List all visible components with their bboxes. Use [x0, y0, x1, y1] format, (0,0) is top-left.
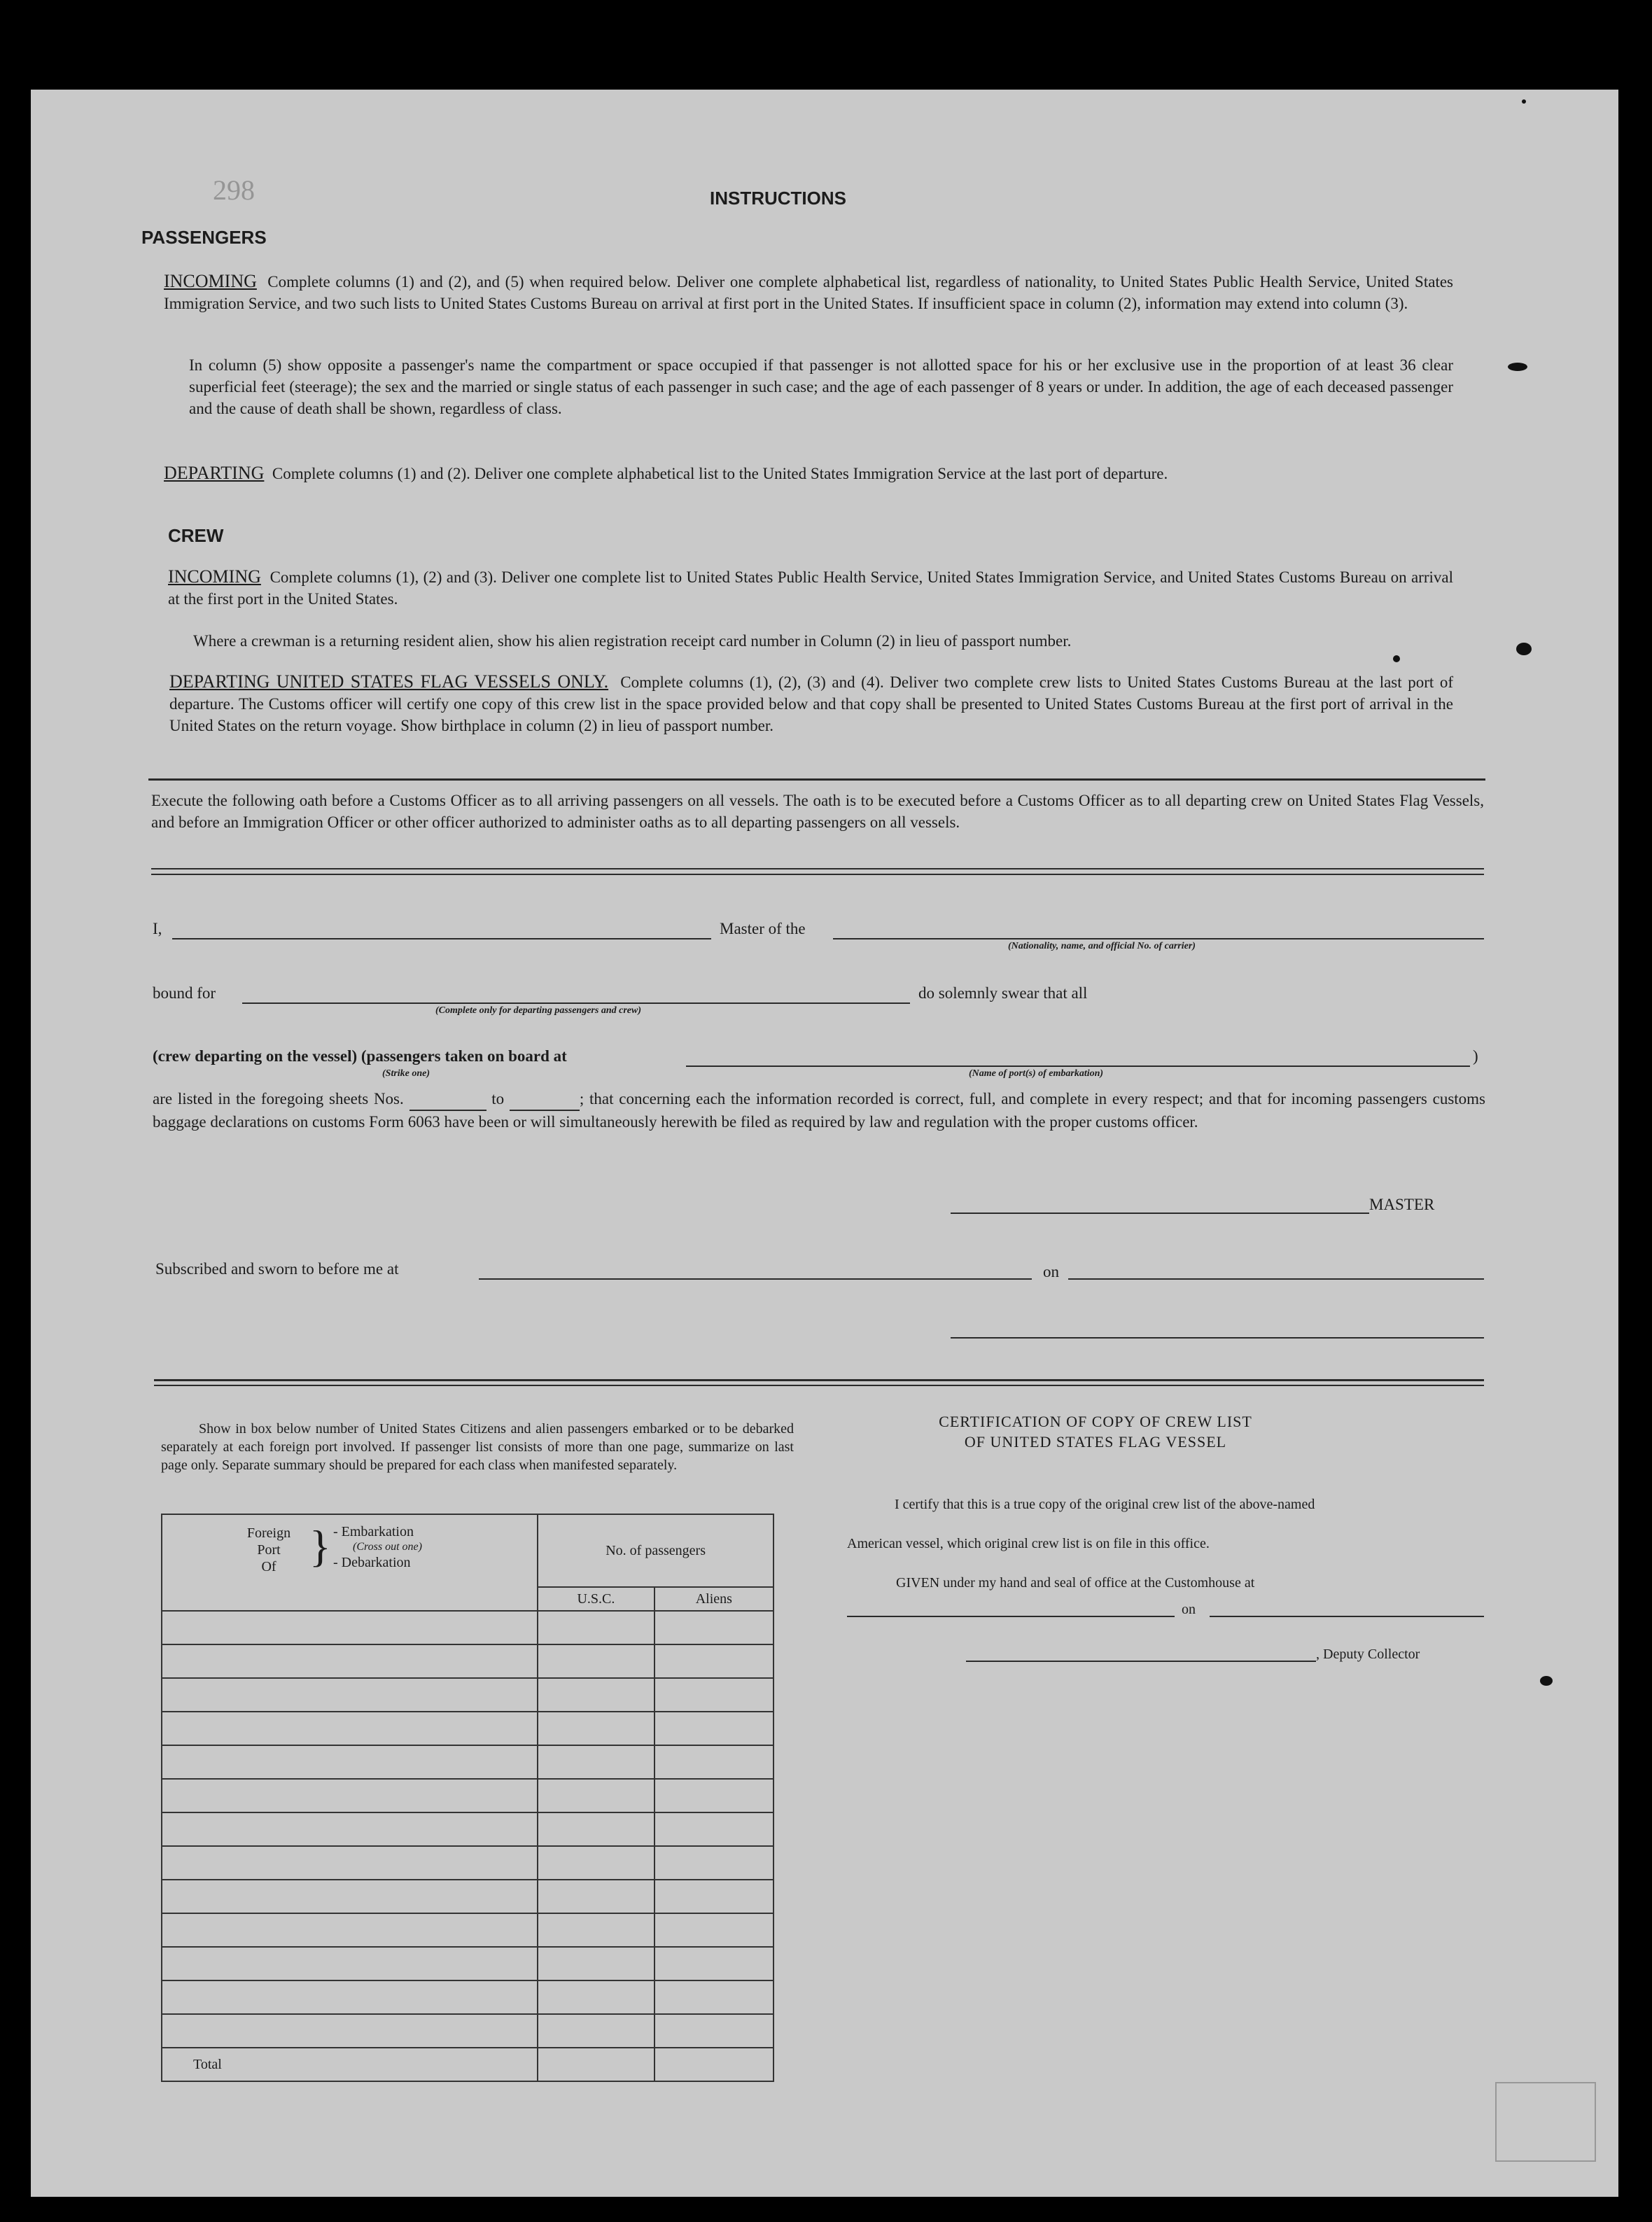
bracket-icon: }: [309, 1521, 331, 1571]
table-row: [162, 1678, 774, 1712]
close-paren: ): [1473, 1047, 1478, 1065]
aliens-cell[interactable]: [654, 1880, 774, 1913]
table-row: [162, 1880, 774, 1913]
oath-intro-paragraph: Execute the following oath before a Customs Officer as to all arriving passengers on all vessels. The oath is to be executed before a Customs Officer as to all departing crew on United States Flag Vessels, and before an Immigration Officer or other officer authorized to administer oaths as to all departing passengers on all vessels.: [151, 792, 1484, 831]
usc-cell[interactable]: [538, 1913, 654, 1947]
master-signature-field[interactable]: [951, 1213, 1369, 1214]
corner-box: [1495, 2082, 1596, 2162]
port-cell[interactable]: [162, 1712, 538, 1745]
certification-text-line2: American vessel, which original crew list is on file in this office.: [847, 1536, 1210, 1551]
table-row: [162, 1712, 774, 1745]
scan-speck: [1393, 655, 1400, 662]
aliens-cell[interactable]: [654, 1980, 774, 2014]
port-cell[interactable]: [162, 1611, 538, 1644]
sworn-location-field[interactable]: [479, 1278, 1032, 1280]
port-header-cell: [162, 1514, 538, 1611]
embark-debark-label: [333, 1523, 422, 1571]
aliens-cell[interactable]: [654, 1947, 774, 1980]
sheet-from-field[interactable]: [410, 1088, 486, 1111]
table-row: [162, 1980, 774, 2014]
certification-text-line1: I certify that this is a true copy of the original crew list of the above-named: [895, 1497, 1315, 1512]
master-label: MASTER: [1369, 1196, 1435, 1213]
usc-cell[interactable]: [538, 1880, 654, 1913]
page-title: INSTRUCTIONS: [710, 188, 846, 209]
scan-speck: [1522, 99, 1526, 104]
port-cell[interactable]: [162, 1846, 538, 1880]
carrier-caption: (Nationality, name, and official No. of carrier): [1008, 941, 1196, 951]
crew-incoming-label: INCOMING: [168, 566, 261, 587]
listed-prefix: are listed in the foregoing sheets Nos.: [153, 1090, 404, 1107]
certification-on-label: on: [1182, 1602, 1196, 1617]
table-row: [162, 1812, 774, 1846]
aliens-cell[interactable]: [654, 1846, 774, 1880]
officer-signature-field[interactable]: [951, 1337, 1484, 1339]
aliens-cell[interactable]: [654, 1678, 774, 1712]
flag-vessels-label: DEPARTING UNITED STATES FLAG VESSELS ONLY.: [169, 671, 609, 692]
crew-incoming-text: Complete columns (1), (2) and (3). Deliver one complete list to United States Public Health Service, United States Immigration Service, and United States Customs Bureau on arrival at the first port in the United States.: [168, 568, 1453, 608]
sworn-date-field[interactable]: [1068, 1278, 1484, 1280]
aliens-cell[interactable]: [654, 1712, 774, 1745]
certification-title: [840, 1411, 1351, 1452]
strike-caption: (Strike one): [382, 1068, 430, 1079]
table-row: [162, 1779, 774, 1812]
passengers-incoming-text: Complete columns (1) and (2), and (5) when required below. Deliver one complete alphabetical list, regardless of nationality, to United States Public Health Service, United States Immigration Service, and two such lists to United States Customs Bureau on arrival at first port in the United States. If insufficient space in column (2), information may extend into column (3).: [164, 273, 1453, 312]
usc-cell[interactable]: [538, 1947, 654, 1980]
table-row: [162, 1846, 774, 1880]
divider: [151, 874, 1484, 875]
flag-vessels-text: Complete columns (1), (2), (3) and (4). Deliver two complete crew lists to United States Customs Bureau at the last port of departure. The Customs officer will certify one copy of this crew list in the space provided below and that copy shall be presented to United States Customs Bureau at the first port of arrival in the United States on the return voyage. Show birthplace in column (2) in lieu of passport number.: [169, 673, 1453, 734]
debarkation-label: - Debarkation: [333, 1555, 411, 1570]
passengers-incoming-label: INCOMING: [164, 271, 257, 291]
sheet-to-field[interactable]: [510, 1088, 580, 1111]
port-label: Port: [257, 1542, 281, 1558]
certification-title-line2: OF UNITED STATES FLAG VESSEL: [964, 1433, 1227, 1451]
crew-returning-paragraph: Where a crewman is a returning resident alien, show his alien registration receipt card number in Column (2) in lieu of passport number.: [193, 632, 1072, 650]
port-cell[interactable]: [162, 1980, 538, 2014]
total-label: Total: [162, 2048, 538, 2081]
aliens-cell[interactable]: [654, 1745, 774, 1779]
given-under-hand: GIVEN under my hand and seal of office at the Customhouse at: [896, 1575, 1255, 1591]
to-label: to: [491, 1090, 505, 1107]
aliens-cell[interactable]: [654, 2014, 774, 2048]
table-row: [162, 1947, 774, 1980]
column5-paragraph: In column (5) show opposite a passenger's name the compartment or space occupied if that passenger is not allotted space for his or her exclusive use in the proportion of at least 36 clear superficial feet (steerage); the sex and the married or single status of each passenger in such case; and the age of each passenger of 8 years or under. In addition, the age of each deceased passenger and the cause of death shall be shown, regardless of class.: [189, 356, 1453, 417]
swear-label: do solemnly swear that all: [918, 984, 1088, 1002]
port-caption: (Name of port(s) of embarkation): [969, 1068, 1104, 1079]
bound-for-caption: (Complete only for departing passengers and crew): [435, 1005, 641, 1016]
port-cell[interactable]: [162, 1644, 538, 1678]
listed-paragraph: [153, 1088, 1485, 1133]
scan-speck: [1540, 1676, 1553, 1686]
carrier-field[interactable]: [833, 938, 1484, 939]
port-cell[interactable]: [162, 1947, 538, 1980]
port-cell[interactable]: [162, 1678, 538, 1712]
divider: [154, 1385, 1484, 1386]
divider: [154, 1379, 1484, 1381]
port-cell[interactable]: [162, 1779, 538, 1812]
port-cell[interactable]: [162, 2014, 538, 2048]
aliens-cell[interactable]: [654, 1812, 774, 1846]
port-cell[interactable]: [162, 1812, 538, 1846]
usc-cell[interactable]: [538, 1611, 654, 1644]
usc-cell[interactable]: [538, 1644, 654, 1678]
passengers-departing-text: Complete columns (1) and (2). Deliver one complete alphabetical list to the United States Immigration Service at the last port of departure.: [272, 465, 1168, 482]
usc-cell[interactable]: [538, 1745, 654, 1779]
table-row: [162, 1913, 774, 1947]
bound-for-label: bound for: [153, 984, 216, 1002]
aliens-cell[interactable]: [654, 1913, 774, 1947]
divider: [151, 868, 1484, 869]
foreign-label: Foreign: [246, 1525, 291, 1541]
table-row: [162, 1644, 774, 1678]
certification-title-line1: CERTIFICATION OF COPY OF CREW LIST: [939, 1413, 1252, 1430]
embarkation-port-field[interactable]: [686, 1065, 1470, 1067]
total-row: [162, 2048, 774, 2081]
scan-speck: [1516, 643, 1532, 655]
usc-cell[interactable]: [538, 2014, 654, 2048]
scan-speck: [1508, 363, 1527, 371]
table-row: [162, 1745, 774, 1779]
listed-suffix: ; that concerning each the information recorded is correct, full, and complete in every respect; and that for incoming passengers customs baggage declarations on customs Form 6063 have been or will simultaneously herewith be filed as required by law and regulation with the proper customs officer.: [153, 1090, 1486, 1131]
deputy-collector-label: , Deputy Collector: [1316, 1647, 1420, 1662]
document-page: [31, 90, 1618, 2197]
usc-cell[interactable]: [538, 1812, 654, 1846]
port-cell[interactable]: [162, 1913, 538, 1947]
crew-incoming-paragraph: [168, 566, 1453, 610]
usc-cell[interactable]: [538, 1678, 654, 1712]
usc-cell[interactable]: [538, 1712, 654, 1745]
sworn-on-label: on: [1043, 1263, 1059, 1280]
cross-out-label: (Cross out one): [353, 1541, 422, 1553]
of-label: Of: [261, 1559, 276, 1574]
passenger-summary-table: [161, 1514, 774, 2082]
passengers-departing-paragraph: [164, 462, 1453, 484]
usc-cell[interactable]: [538, 1779, 654, 1812]
total-usc-cell[interactable]: [538, 2048, 654, 2081]
no-passengers-header: No. of passengers: [538, 1514, 774, 1587]
master-of-the-label: Master of the: [720, 920, 806, 937]
bleed-through-mark: 298: [213, 174, 255, 206]
flag-vessels-paragraph: [169, 671, 1453, 736]
total-aliens-cell[interactable]: [654, 2048, 774, 2081]
customhouse-location-field[interactable]: [847, 1616, 1175, 1617]
aliens-cell[interactable]: [654, 1779, 774, 1812]
passengers-incoming-paragraph: [164, 270, 1453, 314]
crew-passengers-label: (crew departing on the vessel) (passengers taken on board at: [153, 1047, 567, 1065]
aliens-header: Aliens: [654, 1587, 774, 1611]
port-cell[interactable]: [162, 1745, 538, 1779]
usc-header: U.S.C.: [538, 1587, 654, 1611]
bound-for-field[interactable]: [242, 1002, 910, 1004]
deputy-signature-field[interactable]: [966, 1661, 1316, 1662]
embarkation-label: - Embarkation: [333, 1524, 414, 1539]
certification-date-field[interactable]: [1210, 1616, 1484, 1617]
usc-cell[interactable]: [538, 1980, 654, 2014]
divider: [148, 778, 1485, 781]
table-row: [162, 1611, 774, 1644]
subscribed-label: Subscribed and sworn to before me at: [155, 1260, 399, 1278]
passengers-heading: PASSENGERS: [141, 227, 267, 248]
master-name-field[interactable]: [172, 938, 711, 939]
table-row: [162, 2014, 774, 2048]
passengers-departing-label: DEPARTING: [164, 463, 265, 483]
summary-instructions: Show in box below number of United States Citizens and alien passengers embarked or to be debarked separately at each foreign port involved. If passenger list consists of more than one page, summarize on last page only. Separate summary should be prepared for each class when manifested separately.: [161, 1421, 794, 1473]
aliens-cell[interactable]: [654, 1644, 774, 1678]
foreign-port-of-label: [235, 1525, 302, 1575]
oath-i-label: I,: [153, 920, 162, 937]
crew-heading: CREW: [168, 525, 224, 546]
usc-cell[interactable]: [538, 1846, 654, 1880]
aliens-cell[interactable]: [654, 1611, 774, 1644]
port-cell[interactable]: [162, 1880, 538, 1913]
